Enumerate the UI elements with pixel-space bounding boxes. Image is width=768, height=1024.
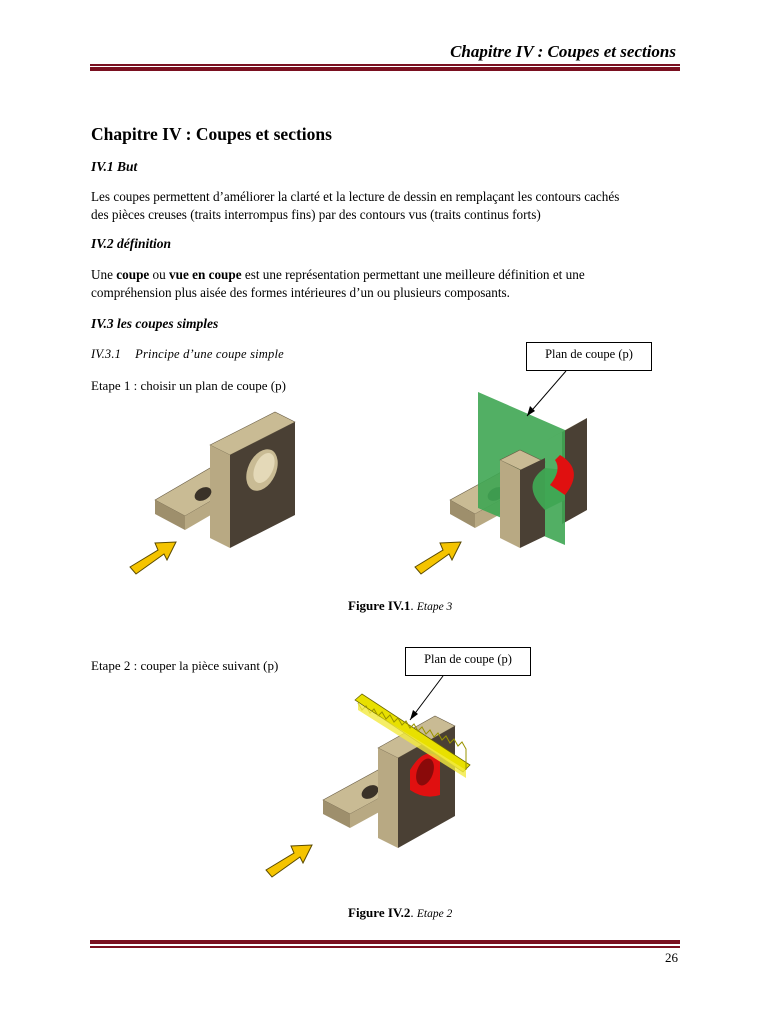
figure-2-caption: [348, 905, 452, 921]
subsection-title: Principe d’une coupe simple: [135, 347, 284, 361]
step-2-text: Etape 2 : couper la pièce suivant (p): [91, 658, 279, 673]
section-heading-simple: IV.3 les coupes simples: [91, 316, 219, 331]
paragraph-line: des pièces creuses (traits interrompus fins) par des contours vus (traits continus forts): [91, 207, 541, 222]
figure-1-text: Etape 3: [416, 601, 453, 613]
paragraph-line: compréhension plus aisée des formes intérieures d’un ou plusieurs composants.: [91, 285, 510, 300]
page-number: 26: [665, 950, 678, 965]
figure-2-text: Etape 2: [416, 908, 453, 920]
callout-plan-de-coupe-2: Plan de coupe (p): [405, 647, 531, 676]
subsection-number: IV.3.1: [91, 347, 122, 361]
caption-separator: .: [410, 905, 417, 920]
running-header: Chapitre IV : Coupes et sections: [450, 42, 676, 61]
step-1-text: Etape 1 : choisir un plan de coupe (p): [91, 378, 286, 393]
term-vue-en-coupe: vue en coupe: [169, 267, 242, 282]
figure-1-label: Figure IV.1: [348, 598, 411, 613]
figure-2-label: Figure IV.2: [348, 905, 411, 920]
text-run: Une: [91, 267, 117, 282]
arrow-figure-2: [266, 845, 312, 877]
section-heading-but: IV.1 But: [91, 159, 138, 174]
section-heading-definition: IV.2 définition: [91, 236, 172, 251]
caption-separator: .: [410, 598, 417, 613]
chapter-title: Chapitre IV : Coupes et sections: [91, 124, 332, 144]
text-run: ou: [149, 267, 170, 282]
paragraph-line: Les coupes permettent d’améliorer la clarté et la lecture de dessin en remplaçant les contours cachés: [91, 189, 620, 204]
callout-plan-de-coupe-1: Plan de coupe (p): [526, 342, 652, 371]
term-coupe: coupe: [116, 267, 150, 282]
footer-rule-thin: [90, 946, 680, 948]
footer-rule-thick: [90, 940, 680, 944]
text-run: est une représentation permettant une meilleure définition et une: [241, 267, 585, 282]
